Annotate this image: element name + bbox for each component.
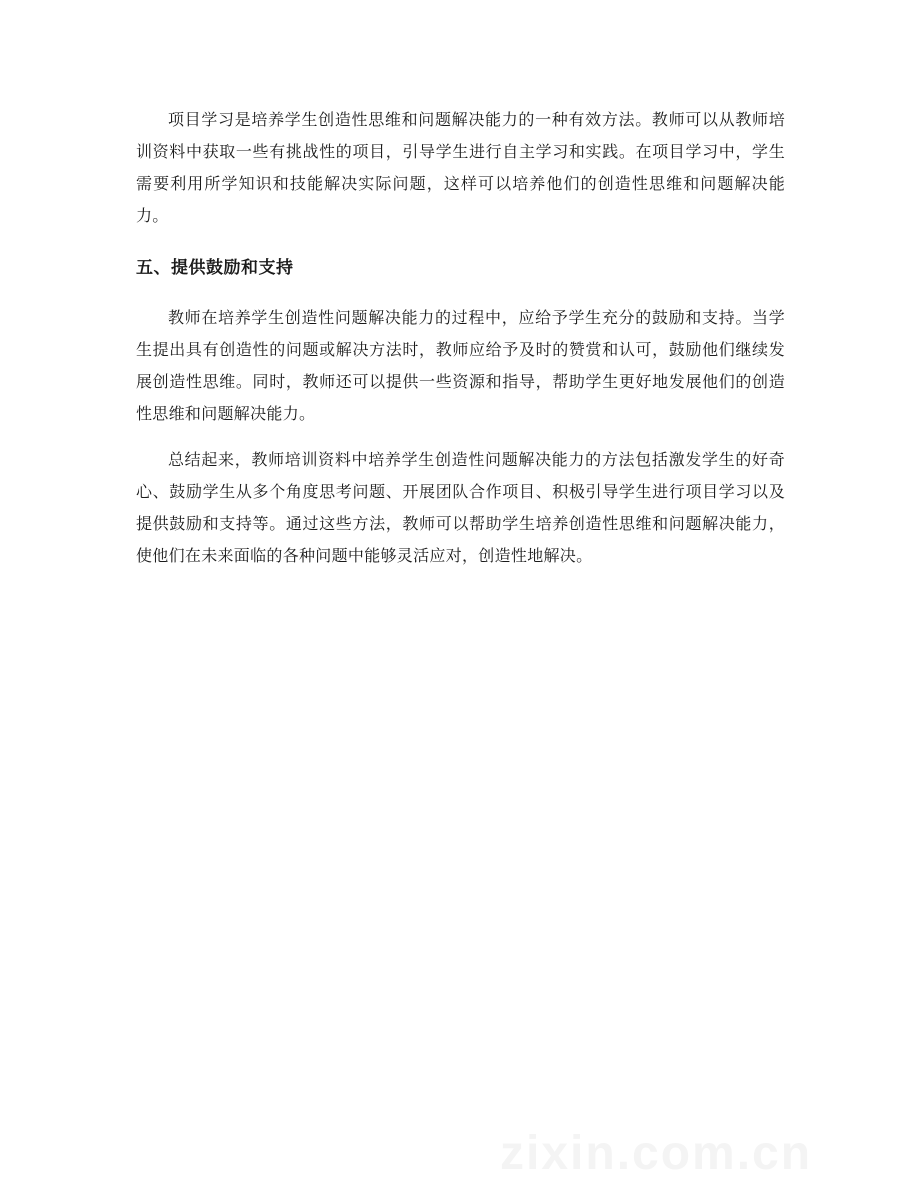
paragraph-encouragement: 教师在培养学生创造性问题解决能力的过程中，应给予学生充分的鼓励和支持。当学生提出具有创造性的问题或解决方法时，教师应给予及时的赞赏和认可，鼓励他们继续发展创造性思维。同时，教师还可以提供一些资源和指导，帮助学生更好地发展他们的创造性思维和问题解决能力。: [136, 308, 785, 423]
watermark: zixin.com.cn: [500, 1127, 813, 1180]
paragraph-summary: 总结起来，教师培训资料中培养学生创造性问题解决能力的方法包括激发学生的好奇心、鼓励学生从多个角度思考问题、开展团队合作项目、积极引导学生进行项目学习以及提供鼓励和支持等。通过这些方法，教师可以帮助学生培养创造性思维和问题解决能力，使他们在未来面临的各种问题中能够灵活应对，创造性地解决。: [136, 450, 785, 565]
paragraph-project-learning: 项目学习是培养学生创造性思维和问题解决能力的一种有效方法。教师可以从教师培训资料中获取一些有挑战性的项目，引导学生进行自主学习和实践。在项目学习中，学生需要利用所学知识和技能解决实际问题，这样可以培养他们的创造性思维和问题解决能力。: [136, 110, 785, 225]
document-body: [136, 104, 785, 572]
section-heading: 五、提供鼓励和支持: [136, 258, 294, 278]
